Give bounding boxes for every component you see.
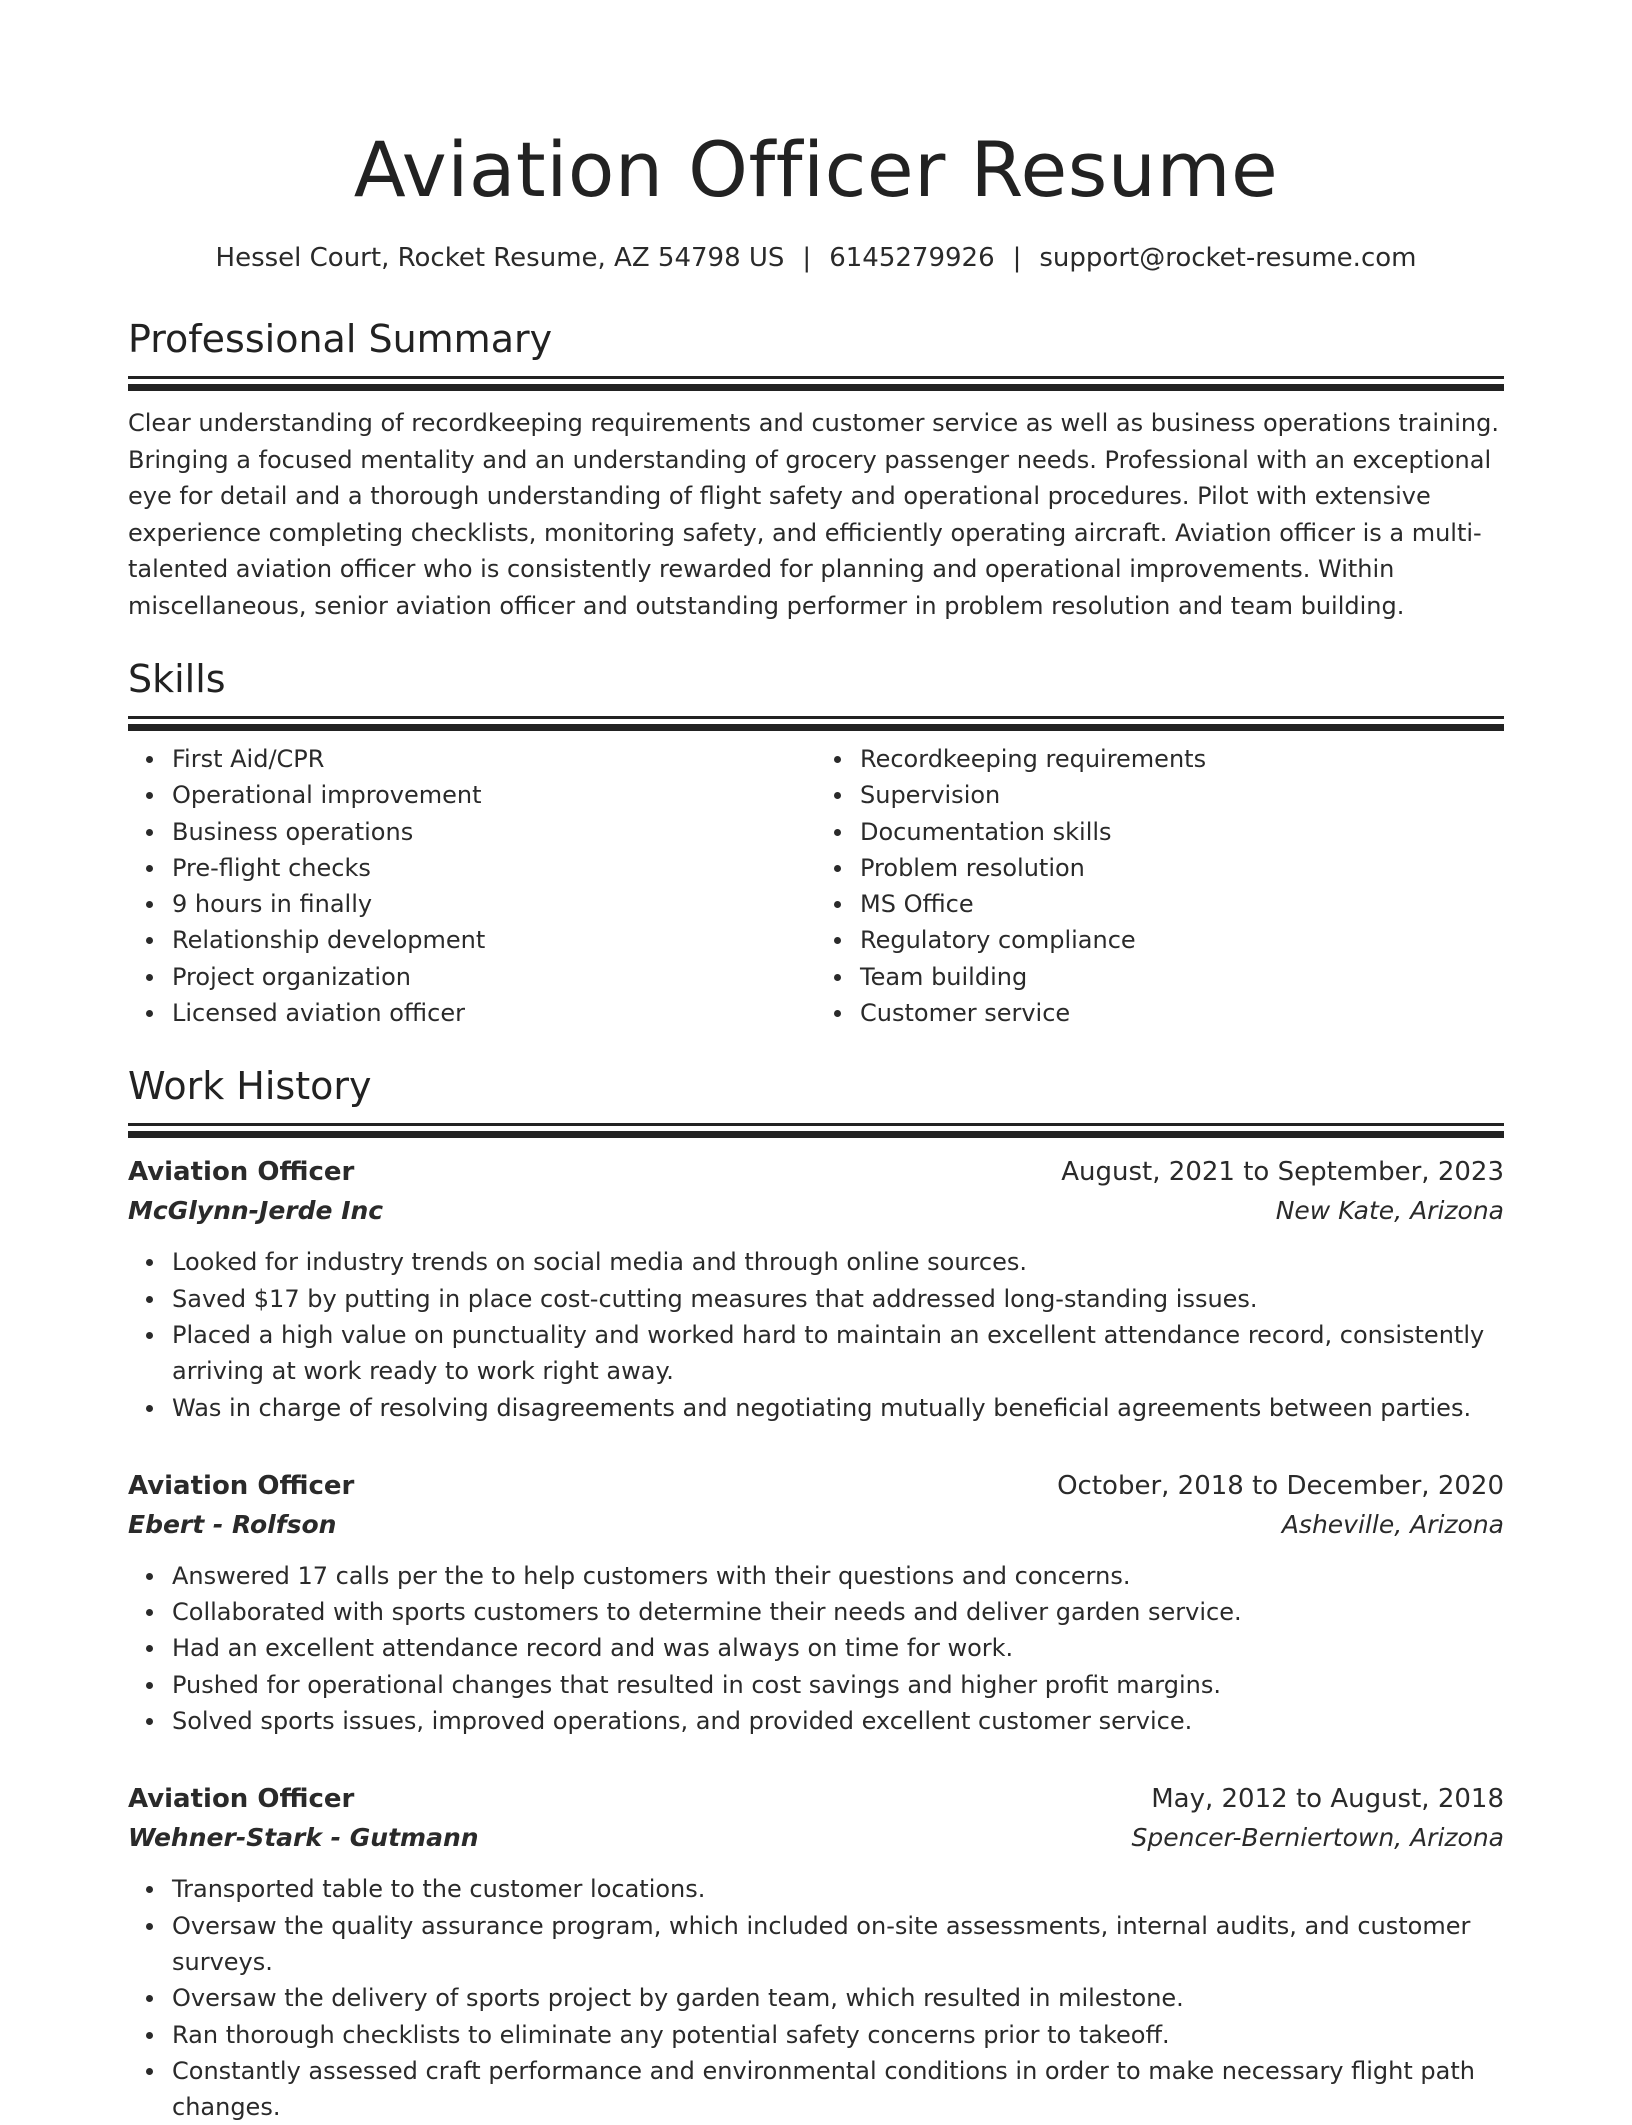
resume-page — [128, 0, 1504, 2125]
job-duty-item: Looked for industry trends on social media and through online sources. — [172, 1244, 1504, 1280]
skill-item: 9 hours in finally — [172, 886, 816, 922]
skill-item: Regulatory compliance — [860, 922, 1504, 958]
job-dates: October, 2018 to December, 2020 — [1057, 1470, 1504, 1501]
contact-line — [128, 240, 1504, 276]
job-dates: August, 2021 to September, 2023 — [1061, 1157, 1504, 1188]
job-company: McGlynn-Jerde Inc — [128, 1196, 384, 1226]
contact-separator: | — [802, 243, 812, 273]
job-location: Spencer-Berniertown, Arizona — [1131, 1823, 1504, 1853]
section-divider — [128, 716, 1504, 719]
job-duty-item: Transported table to the customer locations. — [172, 1871, 1504, 1907]
job-title: Aviation Officer — [128, 1470, 355, 1501]
job-duty-item: Had an excellent attendance record and was always on time for work. — [172, 1630, 1504, 1666]
job-duty-item: Constantly assessed craft performance and environmental conditions in order to make necessary flight path changes. — [172, 2053, 1504, 2125]
job-company: Wehner-Stark - Gutmann — [128, 1823, 479, 1853]
resume-title: Aviation Officer Resume — [353, 125, 1279, 214]
job-duties-list — [128, 1871, 1504, 2125]
skills-section — [128, 654, 1504, 1031]
skills-list-left — [128, 741, 816, 1031]
job-duty-item: Oversaw the delivery of sports project by garden team, which resulted in milestone. — [172, 1980, 1504, 2016]
skill-item: Customer service — [860, 995, 1504, 1031]
skills-grid — [128, 741, 1504, 1031]
skill-item: Problem resolution — [860, 850, 1504, 886]
job-entry — [128, 1466, 1504, 1739]
skills-list-right — [816, 741, 1504, 1031]
section-divider — [128, 376, 1504, 379]
professional-summary-section — [128, 314, 1504, 624]
job-duty-item: Oversaw the quality assurance program, which included on-site assessments, internal audits, and customer surveys. — [172, 1908, 1504, 1981]
job-duty-item: Was in charge of resolving disagreements and negotiating mutually beneficial agreements between parties. — [172, 1390, 1504, 1426]
skill-item: Supervision — [860, 777, 1504, 813]
job-entry — [128, 1152, 1504, 1425]
job-duty-item: Placed a high value on punctuality and worked hard to maintain an excellent attendance record, consistently arriving at work ready to work right away. — [172, 1317, 1504, 1390]
job-entry — [128, 1779, 1504, 2125]
skill-item: Operational improvement — [172, 777, 816, 813]
job-duties-list — [128, 1558, 1504, 1739]
contact-phone: 6145279926 — [829, 243, 995, 273]
skill-item: Pre-flight checks — [172, 850, 816, 886]
job-duty-item: Collaborated with sports customers to determine their needs and deliver garden service. — [172, 1594, 1504, 1630]
job-header-row — [128, 1779, 1504, 1819]
section-divider — [128, 1123, 1504, 1126]
job-dates: May, 2012 to August, 2018 — [1151, 1784, 1504, 1815]
skill-item: MS Office — [860, 886, 1504, 922]
job-title: Aviation Officer — [128, 1784, 355, 1815]
section-heading-work-history: Work History — [128, 1064, 372, 1109]
job-duty-item: Solved sports issues, improved operations, and provided excellent customer service. — [172, 1703, 1504, 1739]
skill-item: Documentation skills — [860, 814, 1504, 850]
work-history-section — [128, 1061, 1504, 2125]
skill-item: Licensed aviation officer — [172, 995, 816, 1031]
job-location: Asheville, Arizona — [1281, 1509, 1504, 1539]
job-duty-item: Pushed for operational changes that resulted in cost savings and higher profit margins. — [172, 1667, 1504, 1703]
contact-separator: | — [1012, 243, 1022, 273]
section-heading-summary: Professional Summary — [128, 317, 553, 361]
contact-email: support@rocket-resume.com — [1039, 243, 1417, 273]
job-duty-item: Answered 17 calls per the to help customers with their questions and concerns. — [172, 1558, 1504, 1594]
job-duty-item: Ran thorough checklists to eliminate any potential safety concerns prior to takeoff. — [172, 2017, 1504, 2053]
contact-address: Hessel Court, Rocket Resume, AZ 54798 US — [215, 243, 785, 273]
skill-item: Relationship development — [172, 922, 816, 958]
job-location: New Kate, Arizona — [1275, 1196, 1504, 1226]
skill-item: First Aid/CPR — [172, 741, 816, 777]
skill-item: Business operations — [172, 814, 816, 850]
job-duties-list — [128, 1244, 1504, 1425]
skill-item: Team building — [860, 959, 1504, 995]
job-header-row — [128, 1466, 1504, 1506]
summary-text: Clear understanding of recordkeeping requirements and customer service as well as business operations training. Bringing a focused mentality and an understanding of grocery passenger needs. Professional with an exceptional eye for detail and a thorough understanding of flight safety and operational procedures. Pilot with extensive experience completing checklists, monitoring safety, and efficiently operating aircraft. Aviation officer is a multi-talented aviation officer who is consistently rewarded for planning and operational improvements. Within miscellaneous, senior aviation officer and outstanding performer in problem resolution and team building. — [128, 409, 1499, 620]
skill-item: Recordkeeping requirements — [860, 741, 1504, 777]
job-subheader-row — [128, 1506, 1504, 1544]
section-heading-skills: Skills — [128, 657, 226, 701]
job-header-row — [128, 1152, 1504, 1192]
skill-item: Project organization — [172, 959, 816, 995]
job-subheader-row — [128, 1192, 1504, 1230]
job-title: Aviation Officer — [128, 1157, 355, 1188]
job-subheader-row — [128, 1819, 1504, 1857]
job-duty-item: Saved $17 by putting in place cost-cutting measures that addressed long-standing issues. — [172, 1281, 1504, 1317]
job-company: Ebert - Rolfson — [128, 1509, 337, 1539]
